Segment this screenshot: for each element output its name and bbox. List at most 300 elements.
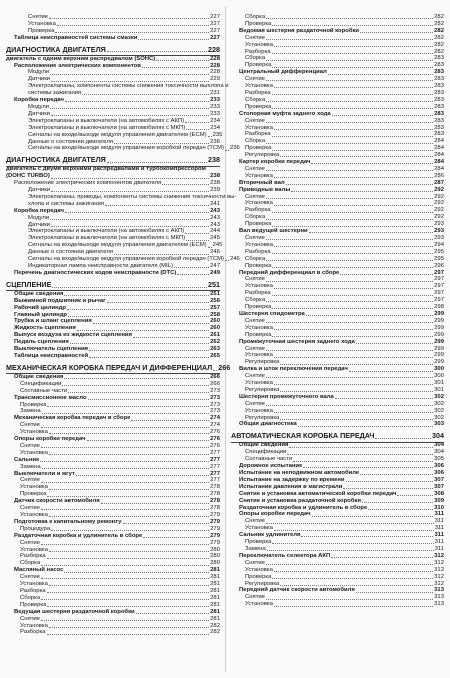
toc-entry[interactable] [6,145,240,152]
toc-entry-title: Сборка [245,138,266,145]
toc-entry[interactable] [6,228,220,235]
toc-entry[interactable] [6,222,220,229]
toc-entry[interactable] [231,387,444,394]
toc-section-subtitle[interactable] [6,166,220,173]
toc-entry[interactable] [231,318,444,325]
toc-subsection[interactable] [6,353,220,360]
dot-leader [156,60,209,61]
dot-leader [107,162,207,163]
toc-subsection[interactable] [231,366,444,373]
dot-leader [272,578,433,579]
toc-entry[interactable] [231,152,444,159]
toc-entry[interactable] [6,505,220,512]
toc-entry-title: Сборка [20,560,41,567]
toc-subsection[interactable] [6,436,220,443]
toc-entry-title: Перечень диагностических кодов неисправности (DTC) [14,269,177,276]
toc-entry-title: Подготовка к капитальному ремонту [14,518,122,525]
toc-entry-title: Снятие [245,518,265,525]
dot-leader [77,330,209,331]
toc-entry[interactable] [6,28,220,35]
toc-subsection[interactable] [231,498,444,505]
toc-page-number: 304 [434,442,444,449]
toc-entry-title: Расположение электрических компонентов двигателя [14,180,162,187]
toc-subsection[interactable] [6,208,220,215]
toc-page-number: 241 [210,200,220,207]
toc-entry[interactable] [231,97,444,104]
toc-page-number: 310 [434,504,444,511]
toc-subsection[interactable] [231,511,444,518]
toc-entry[interactable] [231,249,444,256]
toc-page-number: 283 [434,69,444,76]
toc-subsection[interactable] [6,533,220,540]
dot-leader [41,447,209,448]
toc-section-heading[interactable] [6,362,231,372]
toc-page-number: 277 [210,449,220,456]
toc-entry[interactable] [231,131,444,138]
toc-section-subtitle[interactable] [6,173,220,180]
toc-subsection[interactable] [6,97,220,104]
toc-subsection[interactable] [6,63,220,70]
toc-page-number: 283 [434,89,444,96]
toc-page-number: 292 [434,200,444,207]
toc-entry[interactable] [231,55,444,62]
toc-entry-title: Установка [245,324,273,331]
toc-entry-title: Рабочий цилиндр [14,304,67,311]
dot-leader [368,509,433,510]
toc-entry[interactable] [231,518,444,525]
dot-leader [82,94,209,95]
toc-entry-title: Проверка [245,573,272,580]
toc-entry-title: Центральный дифференциал [239,69,327,76]
toc-section-heading[interactable] [6,156,220,164]
toc-subsection[interactable] [6,305,220,312]
toc-entry-title: Установка [245,172,273,179]
toc-entry[interactable] [6,588,220,595]
toc-entry[interactable] [231,560,444,567]
toc-entry[interactable] [6,595,220,602]
toc-entry[interactable] [6,429,220,436]
dot-leader [274,129,433,130]
toc-column-right [231,14,444,608]
toc-entry[interactable] [231,380,444,387]
dot-leader [266,301,433,302]
toc-entry-title: Регулировка [245,386,280,393]
toc-entry[interactable] [6,180,220,187]
toc-subsection[interactable] [6,270,220,277]
toc-page-number: 295 [434,248,444,255]
dot-leader [356,343,433,344]
toc-entry[interactable] [6,629,220,636]
toc-entry[interactable] [6,131,223,139]
toc-entry[interactable] [6,242,223,249]
toc-subsection[interactable] [231,394,444,401]
toc-entry[interactable] [231,373,444,380]
toc-page-number: 262 [210,339,220,346]
dot-leader [356,592,433,593]
toc-page-number: 276 [210,429,220,436]
dot-leader [47,606,209,607]
toc-entry-title: Снятие [245,373,265,380]
toc-entry[interactable] [6,422,220,429]
toc-entry[interactable] [6,526,220,533]
toc-entry[interactable] [6,21,220,28]
dot-leader [47,406,209,407]
toc-entry[interactable] [231,125,444,132]
toc-subsection[interactable] [231,484,444,491]
toc-entry[interactable] [6,193,237,201]
toc-page-number: 297 [434,283,444,290]
dot-leader [272,150,433,151]
toc-entry[interactable] [6,512,220,519]
toc-entry-title: Установка [245,41,273,48]
toc-entry[interactable] [231,290,444,297]
toc-entry[interactable] [6,104,220,111]
toc-entry[interactable] [231,42,444,49]
toc-entry[interactable] [6,69,220,76]
toc-entry[interactable] [6,450,220,457]
toc-entry-title: Снятие [20,539,40,546]
toc-entry[interactable] [231,242,444,249]
toc-entry-title: Общие сведения [239,442,289,449]
toc-entry-title: Шестерня промежуточного вала [239,393,334,400]
toc-subsection[interactable] [231,159,444,166]
toc-page-number: 297 [434,276,444,283]
dot-leader [274,288,433,289]
toc-entry[interactable] [6,187,220,194]
toc-page-number: 311 [434,532,444,539]
toc-entry[interactable] [231,173,444,180]
toc-entry[interactable] [6,388,220,395]
toc-entry[interactable] [6,540,220,547]
dot-leader [185,233,209,234]
toc-page-number: 301 [434,386,444,393]
toc-entry[interactable] [231,235,444,242]
toc-entry[interactable] [6,443,220,450]
toc-entry[interactable] [231,304,444,311]
toc-entry[interactable] [231,574,444,581]
dot-leader [266,122,433,123]
dot-leader [41,427,209,428]
toc-section-heading[interactable] [231,432,444,440]
toc-entry[interactable] [6,547,220,554]
toc-entry-title: Снятие и установка автоматической коробки передач [239,490,397,497]
toc-subsection[interactable] [6,498,220,505]
toc-entry[interactable] [231,332,444,339]
toc-entry-title: Данные о состоянии двигателя [28,138,113,145]
toc-page-number: 301 [434,380,444,387]
toc-page-number: 292 [434,186,444,193]
toc-section-heading[interactable] [6,46,220,54]
toc-entry[interactable] [6,616,220,623]
toc-entry[interactable] [6,574,220,581]
toc-subsection[interactable] [231,311,444,318]
toc-subsection[interactable] [231,270,444,277]
toc-page-number: 293 [434,228,444,235]
toc-subsection[interactable] [231,421,444,428]
toc-entry[interactable] [6,484,220,491]
toc-subsection[interactable] [6,457,220,464]
toc-entry[interactable] [6,111,220,118]
toc-page-number: 283 [434,124,444,131]
toc-entry[interactable] [231,14,444,21]
toc-entry-title: Опоры коробки передач [239,511,311,518]
toc-entry[interactable] [6,263,220,270]
toc-entry[interactable] [231,359,444,366]
dot-leader [280,156,433,157]
toc-entry-title: Передний дифференциал в сборе [239,269,340,276]
toc-entry[interactable] [6,76,220,83]
toc-entry-title: Жидкость сцепления [14,325,76,332]
toc-entry[interactable] [231,35,444,42]
dot-leader [331,557,433,558]
toc-entry[interactable] [6,83,229,90]
toc-entry-title: Снятие [20,574,40,581]
toc-subsection[interactable] [6,332,220,339]
dot-leader [340,274,433,275]
toc-entry[interactable] [231,145,444,152]
toc-subsection[interactable] [6,519,220,526]
toc-entry[interactable] [6,553,220,560]
toc-entry[interactable] [6,381,220,388]
dot-leader [272,267,433,268]
toc-entry-title: Раздаточная коробка и удлинитель в сборе [14,532,143,539]
toc-entry[interactable] [6,235,220,242]
toc-entry[interactable] [231,546,444,553]
toc-page-number: 279 [210,512,220,518]
toc-page-number: 236 [229,145,240,152]
toc-entry-title: Датчик скорости автомобиля [14,498,100,505]
toc-entry[interactable] [6,623,220,630]
dot-leader [41,544,209,545]
toc-section-heading[interactable] [6,281,220,289]
dot-leader [280,585,433,586]
toc-page-number: 283 [434,55,444,62]
toc-entry-title: Сборка [245,55,266,62]
toc-entry[interactable] [231,567,444,574]
toc-entry[interactable] [231,456,444,463]
toc-page-number: 279 [210,525,220,532]
toc-entry-title: Разборка [245,248,271,255]
toc-entry[interactable] [231,194,444,201]
dot-leader [272,253,434,254]
toc-subsection[interactable] [6,339,220,346]
toc-entry[interactable] [231,297,444,304]
toc-entry-title: Сигналы на входе/выходе модуля управления двигателем (ECM) [28,131,207,138]
toc-subsection[interactable] [6,291,220,298]
toc-entry[interactable] [6,581,220,588]
toc-subsection[interactable] [6,567,220,574]
toc-entry[interactable] [6,14,220,21]
toc-entry[interactable] [231,83,444,90]
toc-entry-title: Снятие [28,14,48,20]
toc-entry-title: Проверка [245,103,272,110]
toc-entry[interactable] [231,256,444,263]
toc-subsection[interactable] [6,415,220,422]
toc-page-number: 279 [210,532,220,539]
toc-subsection[interactable] [231,28,444,35]
toc-entry-title: Стопорная муфта заднего хода [239,110,331,117]
toc-page-number: 228 [210,55,220,62]
toc-subsection[interactable] [6,609,220,616]
toc-entry-title: Установка [245,283,273,290]
toc-page-number: 299 [434,359,444,366]
toc-subsection[interactable] [231,111,444,118]
toc-page-number: 273 [210,401,220,408]
toc-entry[interactable] [231,166,444,173]
toc-entry[interactable] [231,525,444,532]
dot-leader [68,392,209,393]
toc-subsection[interactable] [231,442,444,449]
toc-entry[interactable] [6,464,220,471]
toc-subsection[interactable] [6,395,220,402]
toc-subsection[interactable] [231,463,444,470]
toc-entry-title: Выключатель сцепления [14,346,88,353]
toc-entry-title: Передний датчик скорости автомобиля [239,587,355,594]
toc-subsection[interactable] [231,339,444,346]
toc-entry[interactable] [6,118,220,125]
toc-entry[interactable] [6,602,220,609]
toc-entry[interactable] [231,200,444,207]
toc-entry-title: Датчики [28,76,51,83]
dot-leader [40,461,209,462]
toc-entry[interactable] [231,214,444,221]
toc-subsection[interactable] [231,477,444,484]
toc-entry[interactable] [231,401,444,408]
toc-page-number: 227 [210,34,220,41]
toc-entry-title: Проверка [20,491,47,498]
toc-page-number: 292 [434,214,444,221]
toc-page-number: 276 [210,442,220,449]
toc-subsection[interactable] [6,325,220,332]
toc-entry-title: Модули [28,69,50,76]
toc-entry[interactable] [231,276,444,283]
toc-entry[interactable] [231,325,444,332]
toc-page-number: 313 [434,587,444,594]
toc-entry[interactable] [6,477,220,484]
toc-entry-title: Электроклапаны и выключатели (на автомобилях с АКП) [28,228,185,235]
toc-entry[interactable] [231,352,444,359]
toc-page-number: 281 [210,581,220,588]
toc-subsection[interactable] [231,187,444,194]
dot-leader [49,585,209,586]
toc-entry[interactable] [231,263,444,270]
toc-entry[interactable] [6,125,220,132]
dot-leader [303,467,433,468]
toc-entry[interactable] [231,594,444,601]
toc-entry[interactable] [231,601,444,608]
toc-entry-continuation[interactable] [6,201,220,208]
toc-entry[interactable] [231,207,444,214]
toc-subsection[interactable] [231,69,444,76]
dot-leader [51,81,209,82]
toc-subsection[interactable] [231,553,444,560]
toc-entry[interactable] [231,283,444,290]
toc-entry[interactable] [6,215,220,222]
dot-leader [266,405,433,406]
toc-subsection[interactable] [6,471,220,478]
toc-entry[interactable] [231,408,444,415]
toc-entry[interactable] [231,449,444,456]
toc-entry[interactable] [6,256,240,263]
toc-entry-title: Испытание на задержку по времени [239,476,345,483]
toc-subsection[interactable] [6,298,220,305]
toc-entry[interactable] [231,21,444,28]
dot-leader [274,571,433,572]
toc-entry-title: Процедура [20,525,51,532]
toc-subsection[interactable] [231,587,444,594]
dot-leader [51,178,209,179]
dot-leader [225,260,229,261]
toc-subsection[interactable] [6,374,220,381]
toc-page-number: 283 [434,110,444,117]
dot-leader [64,295,209,296]
dot-leader [41,620,209,621]
toc-page-number: 278 [210,498,220,505]
toc-page-number: 306 [434,463,444,470]
toc-entry-title: хлопа и системы зажигания [28,200,104,207]
toc-entry-title: Вторичный вал [239,179,285,186]
dot-leader [57,25,209,26]
toc-page-number: 311 [434,539,444,546]
toc-subsection[interactable] [231,228,444,235]
dot-leader [51,530,209,531]
toc-page-number: 234 [210,117,220,124]
dot-leader [68,316,209,317]
toc-entry[interactable] [231,49,444,56]
toc-entry-title: Испытание давления в магистрали [239,483,343,490]
toc-entry-title: Спецификации [20,380,62,387]
dot-leader [64,572,209,573]
toc-entry-title: Картер коробки передач [239,159,311,166]
toc-entry-title: двигатель с одним верхним распредвалом (SOHC) [6,55,156,62]
toc-subsection[interactable] [6,318,220,325]
toc-entry-title: Снятие [245,117,265,124]
toc-entry[interactable] [231,104,444,111]
toc-entry[interactable] [231,138,444,145]
toc-page-number: 313 [434,601,444,608]
dot-leader [274,357,433,358]
toc-entry[interactable] [231,90,444,97]
toc-entry[interactable] [231,346,444,353]
dot-leader [266,377,433,378]
toc-subsection[interactable] [231,532,444,539]
toc-subsection[interactable] [6,346,220,353]
toc-entry-title: Установка [245,352,273,359]
toc-entry-title: Установка [245,566,273,573]
toc-page-number: 233 [210,103,220,110]
toc-subsection[interactable] [231,470,444,477]
toc-entry[interactable] [231,118,444,125]
toc-page-number: 284 [434,152,444,159]
dot-leader [267,550,434,551]
toc-entry[interactable] [231,76,444,83]
toc-section-subtitle[interactable] [6,56,220,63]
toc-subsection[interactable] [231,491,444,498]
dot-leader [62,385,209,386]
toc-entry-title: Дорожное испытание [239,463,303,470]
toc-entry-title: Установка [20,512,48,518]
dot-leader [76,475,209,476]
toc-entry[interactable] [231,539,444,546]
toc-entry-title: Проверка [245,262,272,269]
dot-leader [49,18,209,19]
dot-leader [49,551,209,552]
toc-entry[interactable] [6,402,220,409]
toc-entry-title: Установка [20,429,48,436]
toc-subsection[interactable] [231,180,444,187]
toc-subsection[interactable] [6,35,220,42]
dot-leader [266,219,433,220]
